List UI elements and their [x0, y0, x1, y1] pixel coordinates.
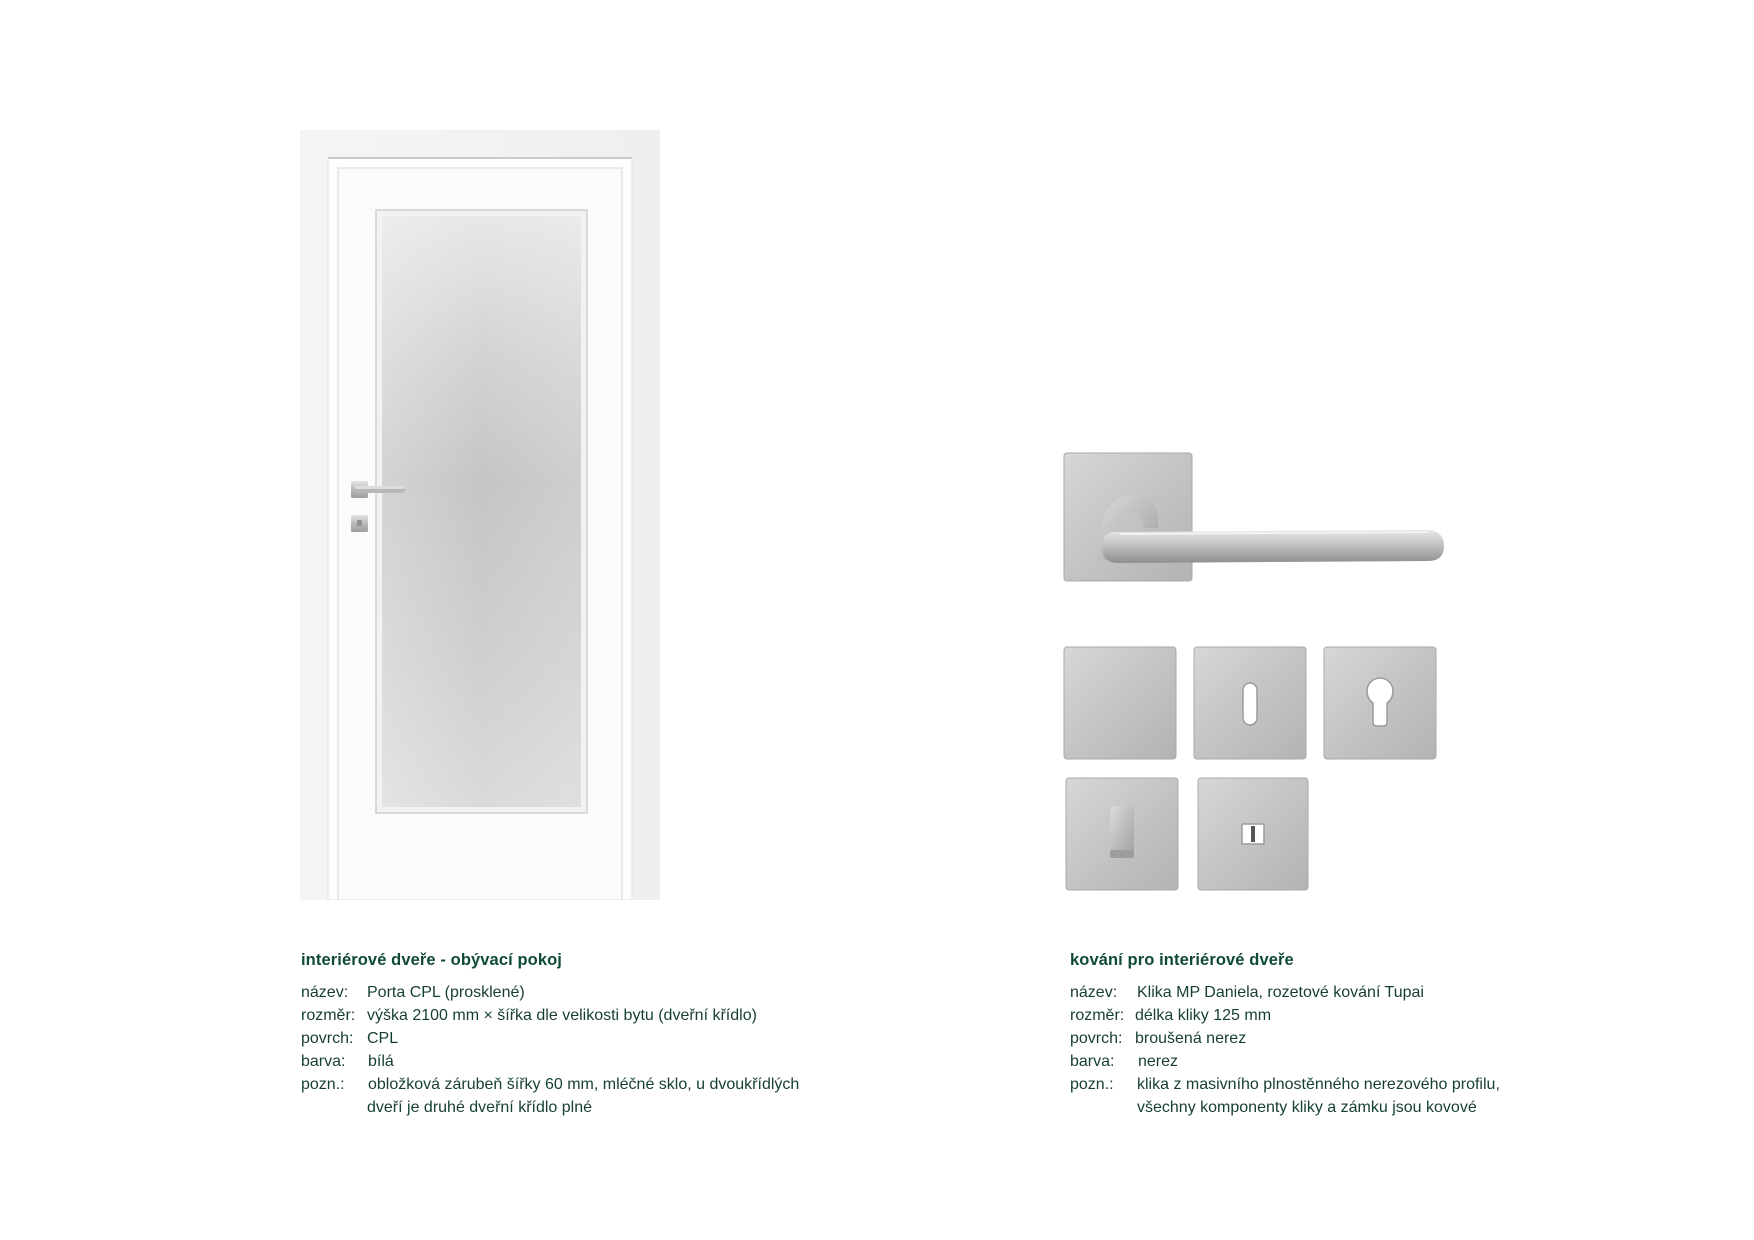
- thumb-turn-rosette: [1066, 778, 1178, 890]
- spec-value: obložková zárubeň šířky 60 mm, mléčné sklo, u dvoukřídlých: [368, 1076, 800, 1093]
- spec-row-size: [1070, 1004, 1690, 1027]
- spec-row-note-cont: [1070, 1096, 1690, 1119]
- blank-rosette: [1064, 647, 1176, 759]
- spec-value: CPL: [367, 1030, 399, 1047]
- spec-label: povrch:: [301, 1030, 354, 1047]
- spec-row-color: [301, 1050, 921, 1073]
- spec-label: pozn.:: [1070, 1076, 1114, 1093]
- spec-label: název:: [301, 984, 349, 1001]
- spec-row-color: [1070, 1050, 1690, 1073]
- spec-row-note-cont: [301, 1096, 921, 1119]
- spec-row-surface: [301, 1027, 921, 1050]
- spec-value: dveří je druhé dveřní křídlo plné: [367, 1099, 593, 1116]
- spec-value: délka kliky 125 mm: [1135, 1007, 1272, 1024]
- spec-label: barva:: [301, 1053, 346, 1070]
- spec-row-note: [301, 1073, 921, 1096]
- spec-label: [1070, 1096, 1137, 1119]
- door-description: [301, 951, 921, 1119]
- spec-row-note: [1070, 1073, 1690, 1096]
- spec-label: pozn.:: [301, 1076, 345, 1093]
- spec-label: [301, 1096, 367, 1119]
- spec-value: broušená nerez: [1135, 1030, 1247, 1047]
- spec-value: nerez: [1138, 1053, 1179, 1070]
- lever-handle: [1064, 453, 1444, 581]
- hardware-photo: [1060, 450, 1470, 905]
- spec-row-size: [301, 1004, 921, 1027]
- keyhole-rosette: [1194, 647, 1306, 759]
- hardware-description: [1070, 951, 1690, 1119]
- spec-label: rozměr:: [301, 1007, 356, 1024]
- spec-label: barva:: [1070, 1053, 1115, 1070]
- hardware-title: kování pro interiérové dveře: [1070, 951, 1294, 969]
- spec-row-surface: [1070, 1027, 1690, 1050]
- spec-value: Klika MP Daniela, rozetové kování Tupai: [1137, 984, 1424, 1001]
- spec-value: výška 2100 mm × šířka dle velikosti bytu (dveřní křídlo): [367, 1007, 757, 1024]
- spec-label: název:: [1070, 984, 1118, 1001]
- spec-row-name: [1070, 981, 1690, 1004]
- spec-label: povrch:: [1070, 1030, 1123, 1047]
- door-photo: [300, 130, 660, 900]
- spec-value: všechny komponenty kliky a zámku jsou kovové: [1137, 1099, 1477, 1116]
- spec-value: Porta CPL (prosklené): [367, 984, 525, 1001]
- door-title: interiérové dveře - obývací pokoj: [301, 951, 562, 969]
- spec-value: klika z masivního plnostěnného nerezového profilu,: [1137, 1076, 1500, 1093]
- wc-indicator-rosette: [1198, 778, 1308, 890]
- euro-cylinder-rosette: [1324, 647, 1436, 759]
- spec-value: bílá: [368, 1053, 394, 1070]
- spec-label: rozměr:: [1070, 1007, 1125, 1024]
- spec-row-name: [301, 981, 921, 1004]
